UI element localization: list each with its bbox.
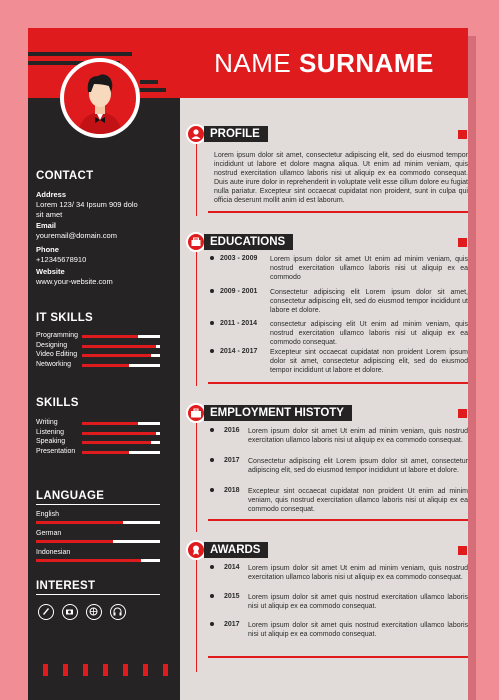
profile-heading: PROFILE: [204, 126, 268, 142]
awards-heading: AWARDS: [204, 542, 268, 558]
employment-divider: [208, 519, 468, 521]
it-skills-title: IT SKILLS: [36, 312, 94, 324]
resume-name: NAME SURNAME: [214, 48, 434, 78]
header-stripe: [28, 52, 132, 56]
skill-bar: [82, 451, 160, 454]
skill-bar-fill: [82, 422, 138, 425]
decor-tick: [43, 664, 48, 676]
it-skill-bar-fill: [82, 354, 151, 357]
decor-tick: [83, 664, 88, 676]
education-timeline-line: [196, 246, 197, 386]
interest-divider: [36, 594, 160, 595]
pen-icon: [38, 604, 54, 620]
phone-value: +12345678910: [36, 255, 87, 264]
education-years: 2014 - 2017: [220, 348, 258, 355]
it-skill-label: Video Editing: [36, 351, 78, 358]
employment-text: Lorem ipsum dolor sit amet Ut enim ad minim veniam, quis nostrud exercitation ullamco laboris nisi ut aliquip ex ea commodo consequat.: [248, 428, 468, 444]
timeline-dot: [210, 321, 214, 325]
employment-year: 2016: [224, 427, 240, 434]
language-title: LANGUAGE: [36, 490, 105, 502]
it-skill-bar-fill: [82, 364, 129, 367]
address-label: Address: [36, 190, 67, 199]
skill-bar: [82, 422, 160, 425]
timeline-dot: [210, 256, 214, 260]
employment-year: 2017: [224, 457, 240, 464]
profile-timeline-line: [196, 138, 197, 216]
employment-text: Excepteur sint occaecat cupidatat non proident Ut enim ad minim veniam, quis nostrud exercitation ullamco laboris nisi ut aliquip ex ea commodo consequat.: [248, 488, 468, 513]
basketball-icon: [86, 604, 102, 620]
award-text: Lorem ipsum dolor sit amet Ut enim ad minim veniam, quis nostrud exercitation ullamco laboris nisi ut aliquip ex ea commodo consequat.: [248, 565, 468, 581]
contact-title: CONTACT: [36, 170, 94, 182]
it-skill-bar: [82, 345, 160, 348]
language-bar-fill: [36, 540, 113, 543]
educations-heading: EDUCATIONS: [204, 234, 293, 250]
timeline-dot: [210, 458, 214, 462]
language-bar: [36, 559, 160, 562]
address-line: Lorem 123/ 34 Ipsum 909 dolo: [36, 200, 138, 209]
decor-tick: [143, 664, 148, 676]
award-text: Lorem ipsum dolor sit amet quis nostrud exercitation ullamco laboris nisi ut aliquip ex ea commodo consequat.: [248, 622, 468, 638]
timeline-dot: [210, 349, 214, 353]
phone-label: Phone: [36, 245, 59, 254]
educations-divider: [208, 382, 468, 384]
it-skill-bar: [82, 335, 160, 338]
it-skill-bar-fill: [82, 345, 156, 348]
skill-label: Presentation: [36, 447, 76, 455]
skills-title: SKILLS: [36, 397, 79, 409]
employment-marker: [458, 409, 467, 418]
award-text: Lorem ipsum dolor sit amet quis nostrud exercitation ullamco laboris nisi ut aliquip ex ea commodo consequat.: [248, 594, 468, 610]
timeline-dot: [210, 565, 214, 569]
skill-label: Speaking: [36, 438, 66, 445]
awards-timeline-line: [196, 554, 197, 672]
timeline-dot: [210, 622, 214, 626]
employment-heading: EMPLOYMENT HISTOTY: [204, 405, 352, 421]
skill-bar-fill: [82, 432, 156, 435]
address-line: sit amet: [36, 210, 63, 219]
award-year: 2017: [224, 621, 240, 628]
skill-bar-fill: [82, 451, 129, 454]
language-bar-fill: [36, 521, 123, 524]
profile-divider: [208, 211, 468, 213]
education-years: 2011 - 2014: [220, 320, 257, 327]
it-skill-label: Networking: [36, 360, 72, 368]
email-value[interactable]: youremail@domain.com: [36, 231, 117, 240]
language-label: English: [36, 511, 59, 518]
education-text: Consectetur adipiscing elit Lorem ipsum dolor sit amet, consectetur adipiscing elit, sed do eiusmod tempor incididunt ut labore et dolore.: [270, 289, 468, 314]
skill-bar-fill: [82, 441, 151, 444]
header-stripe: [140, 80, 158, 84]
award-icon: [186, 540, 206, 560]
educations-marker: [458, 238, 467, 247]
skill-label: Listening: [36, 428, 65, 436]
language-divider: [36, 504, 160, 505]
profile-text: Lorem ipsum dolor sit amet, consectetur adipiscing elit, sed do eiusmod tempor incididunt ut labore et dolore magna aliqua. Ut enim ad minim veniam, quis nostrud exercitation ullamco laboris nisi ut aliquip ex ea commodo consequat. Duis aute irure dolor in reprehenderit in voluptate velit esse cillum dolore eu fugiat nulla pariatur. Excepteur sint occaecat cupidatat non proident, sunt in culpa qui officia deserunt mollit anim id est laborum.: [214, 152, 468, 204]
timeline-dot: [210, 428, 214, 432]
profile-marker: [458, 130, 467, 139]
skill-bar: [82, 441, 160, 444]
timeline-dot: [210, 488, 214, 492]
avatar: [60, 58, 140, 138]
email-label: Email: [36, 221, 57, 230]
education-years: 2003 - 2009: [220, 255, 258, 262]
education-icon: [186, 232, 206, 252]
language-bar: [36, 521, 160, 524]
education-years: 2009 - 2001: [220, 288, 258, 295]
award-year: 2015: [224, 593, 240, 600]
timeline-dot: [210, 594, 214, 598]
it-skill-bar: [82, 354, 160, 357]
interest-title: INTEREST: [36, 580, 96, 592]
awards-marker: [458, 546, 467, 555]
timeline-dot: [210, 289, 214, 293]
it-skill-bar-fill: [82, 335, 138, 338]
skill-label: Writing: [36, 419, 58, 426]
decor-tick: [123, 664, 128, 676]
award-year: 2014: [224, 564, 240, 571]
language-bar: [36, 540, 160, 543]
website-label: Website: [36, 267, 65, 276]
employment-year: 2018: [224, 487, 240, 494]
language-bar-fill: [36, 559, 141, 562]
education-text: consectetur adipiscing elit Ut enim ad minim veniam, quis nostrud exercitation ullamco laboris nisi ut aliquip ex ea commodo consequat.: [270, 321, 468, 346]
briefcase-icon: [186, 403, 206, 423]
language-label: German: [36, 530, 62, 537]
decor-tick: [163, 664, 168, 676]
header-stripe: [140, 88, 166, 92]
it-skill-bar: [82, 364, 160, 367]
it-skill-label: Designing: [36, 341, 68, 349]
profile-icon: [186, 124, 206, 144]
website-value[interactable]: www.your-website.com: [36, 277, 113, 286]
skill-bar: [82, 432, 160, 435]
employment-timeline-line: [196, 418, 197, 532]
decor-tick: [103, 664, 108, 676]
decor-tick: [63, 664, 68, 676]
language-label: Indonesian: [36, 549, 71, 556]
employment-text: Consectetur adipiscing elit Lorem ipsum dolor sit amet, consectetur adipiscing elit, sed do eiusmod tempor incididunt ut labore et dolore.: [248, 458, 468, 474]
education-text: Excepteur sint occaecat cupidatat non proident Lorem ipsum dolor sit amet, consectetur adipiscing elit, sed do eiusmod tempor incididunt ut labore et dolore.: [270, 349, 468, 374]
it-skill-label: Programming: [36, 332, 79, 339]
awards-divider: [208, 656, 468, 658]
education-text: Lorem ipsum dolor sit amet Ut enim ad minim veniam, quis nostrud exercitation ullamco laboris nisi ut aliquip ex ea commodo: [270, 256, 468, 281]
person-icon: [64, 62, 136, 134]
headphones-icon: [110, 604, 126, 620]
camera-icon: [62, 604, 78, 620]
